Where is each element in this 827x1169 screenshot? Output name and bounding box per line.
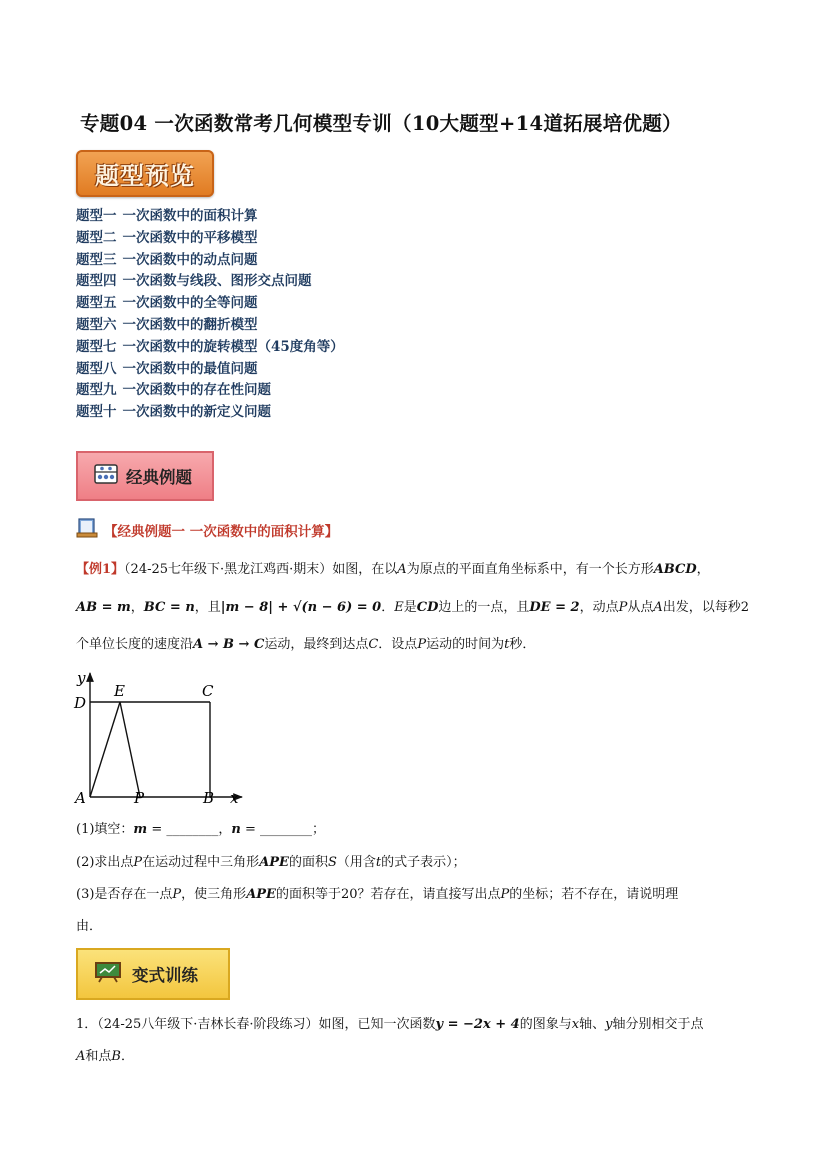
section-heading-text: 【经典例题一 一次函数中的面积计算】 bbox=[104, 524, 339, 540]
topic-item[interactable]: 题型九 一次函数中的存在性问题 bbox=[76, 382, 271, 399]
topic-item[interactable]: 题型十 一次函数中的新定义问题 bbox=[76, 404, 271, 421]
topic-item[interactable]: 题型六 一次函数中的翻折模型 bbox=[76, 316, 258, 333]
topic-item[interactable]: 题型七 一次函数中的旋转模型（45度角等） bbox=[76, 338, 344, 355]
segment-ae bbox=[90, 702, 120, 797]
document-title: 专题04 一次函数常考几何模型专训（10大题型+14道拓展培优题） bbox=[80, 112, 682, 135]
variant-training-label: 变式训练 bbox=[132, 966, 198, 985]
question-2: (2)求出点P在运动过程中三角形APE的面积S（用含t的式子表示）； bbox=[76, 855, 466, 870]
topic-item[interactable]: 题型八 一次函数中的最值问题 bbox=[76, 360, 258, 377]
label-c: C bbox=[202, 682, 214, 700]
classic-examples-label: 经典例题 bbox=[126, 468, 192, 487]
topic-item[interactable]: 题型三 一次函数中的动点问题 bbox=[76, 251, 258, 268]
topic-list bbox=[76, 206, 344, 424]
exercise-line-2: A和点B． bbox=[76, 1049, 134, 1064]
question-1: (1)填空：m = ________，n = ________； bbox=[76, 822, 326, 837]
overview-badge: 题型预览 bbox=[76, 150, 214, 197]
example-line-3: 个单位长度的速度沿A → B → C运动，最终到达点C．设点P运动的时间为t秒． bbox=[76, 637, 536, 652]
book-icon bbox=[76, 518, 98, 542]
topic-item[interactable]: 题型四 一次函数与线段、图形交点问题 bbox=[76, 273, 312, 290]
label-b: B bbox=[203, 789, 215, 807]
topic-item[interactable]: 题型五 一次函数中的全等问题 bbox=[76, 295, 258, 312]
question-3-cont: 由． bbox=[76, 919, 103, 934]
presentation-board-icon bbox=[94, 961, 122, 987]
label-d: D bbox=[74, 694, 87, 712]
label-a: A bbox=[75, 789, 86, 807]
variant-training-badge bbox=[76, 948, 230, 1000]
segment-ep bbox=[120, 702, 140, 797]
classic-examples-badge bbox=[76, 451, 214, 501]
question-3: (3)是否存在一点P，使三角形APE的面积等于20？若存在，请直接写出点P的坐标；若不存在，请说明理 bbox=[76, 887, 679, 902]
exercise-line-1: 1．（24-25八年级下·吉林长春·阶段练习）如图，已知一次函数y = −2x + 4的图象与x轴、y轴分别相交于点 bbox=[76, 1017, 704, 1032]
section-heading bbox=[76, 518, 338, 542]
label-e: E bbox=[114, 682, 125, 700]
label-y: y bbox=[77, 669, 86, 687]
example-line-2: AB = m，BC = n，且|m − 8| + √(n − 6) = 0．E是CD边上的一点，且DE = 2，动点P从点A出发，以每秒2 bbox=[76, 600, 750, 615]
rectangle-figure bbox=[70, 665, 260, 810]
topic-item[interactable]: 题型二 一次函数中的平移模型 bbox=[76, 229, 258, 246]
example-line-1: 【例1】（24-25七年级下·黑龙江鸡西·期末）如图，在以A为原点的平面直角坐标系中，有一个长方形ABCD， bbox=[76, 562, 710, 577]
label-p: P bbox=[134, 789, 145, 807]
topic-item[interactable]: 题型一 一次函数中的面积计算 bbox=[76, 208, 258, 224]
label-x: x bbox=[230, 789, 239, 807]
abacus-icon bbox=[94, 464, 118, 488]
